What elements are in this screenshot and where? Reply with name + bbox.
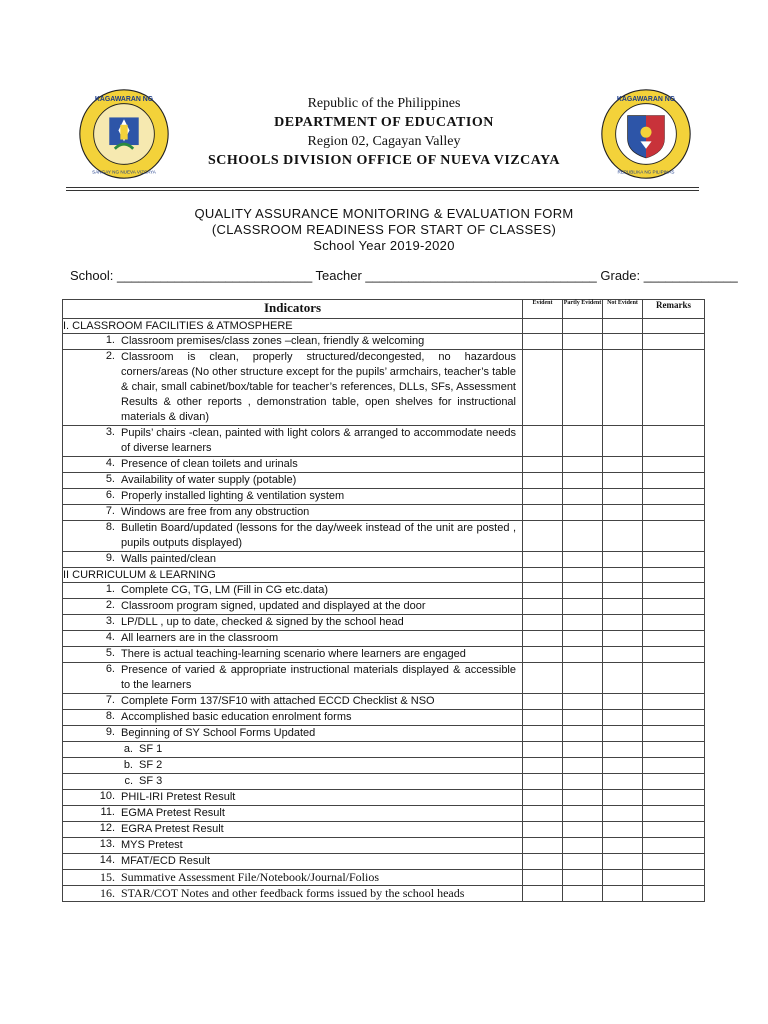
table-row [63,334,705,350]
indicator-cell [63,521,523,552]
indicator-text: MYS Pretest [121,839,183,851]
indicator-number: 12. [99,822,115,834]
cell-partly-evident[interactable] [563,838,603,854]
indicator-number: 6. [105,489,115,501]
cell-evident[interactable] [523,774,563,790]
indicator-text: Complete Form 137/SF10 with attached ECCD Checklist & NSO [121,695,435,707]
table-row [63,489,705,505]
cell-remarks[interactable] [643,521,705,552]
indicator-number: 13. [99,838,115,850]
cell-not-evident[interactable] [603,774,643,790]
table-row [63,350,705,426]
cell-evident[interactable] [523,615,563,631]
indicator-cell [63,583,523,599]
table-row [63,710,705,726]
indicator-number: 7. [105,505,115,517]
cell-remarks[interactable] [643,489,705,505]
svg-text:KAGAWARAN NG: KAGAWARAN NG [616,95,676,103]
cell-evident[interactable] [523,663,563,694]
indicator-text: SF 2 [139,759,163,771]
cell-remarks[interactable] [643,631,705,647]
cell-evident[interactable] [523,886,563,902]
indicator-cell [63,473,523,489]
cell-remarks[interactable] [643,426,705,457]
table-row [63,838,705,854]
cell-not-evident[interactable] [603,663,643,694]
table-row [63,521,705,552]
cell-not-evident[interactable] [603,334,643,350]
cell-evident[interactable] [523,726,563,742]
cell-evident[interactable] [523,426,563,457]
indicator-cell [63,599,523,615]
cell-remarks[interactable] [643,774,705,790]
indicator-number: 5. [105,647,115,659]
table-row [63,599,705,615]
indicator-text: Walls painted/clean [121,553,216,565]
table-row [63,663,705,694]
table-row [63,790,705,806]
indicator-number: 3. [105,426,115,438]
indicator-number: 15. [100,870,115,884]
indicator-cell [63,334,523,350]
indicator-text: Classroom is clean, properly structured/decongested, no hazardous corners/areas (No other structure except for the pupils’ armchairs, teacher’s table & chair, small cabinet/box/table for teacher’s references, DLLs, SFs, Assessment Results & other reports , demonstration table, open shelves for instructional materials & divan) [121,351,516,423]
indicator-text: There is actual teaching-learning scenario where learners are engaged [121,648,466,660]
table-row [63,426,705,457]
table-row [63,631,705,647]
indicator-text: PHIL-IRI Pretest Result [121,791,236,803]
indicator-cell [63,489,523,505]
cell-remarks[interactable] [643,726,705,742]
cell-not-evident[interactable] [603,854,643,870]
cell-partly-evident[interactable] [563,505,603,521]
cell-not-evident[interactable] [603,838,643,854]
cell-evident[interactable] [523,631,563,647]
col-indicators: Indicators [63,300,523,319]
cell-remarks[interactable] [643,615,705,631]
form-title-line-2: (CLASSROOM READINESS FOR START OF CLASSES) [211,222,557,237]
cell-remarks[interactable] [643,568,705,583]
cell-not-evident[interactable] [603,426,643,457]
table-row [63,758,705,774]
cell-evident[interactable] [523,870,563,886]
indicator-number: 7. [105,694,115,706]
cell-evident[interactable] [523,489,563,505]
cell-not-evident[interactable] [603,742,643,758]
indicator-text: Classroom program signed, updated and displayed at the door [121,600,426,612]
indicator-number: 10. [99,790,115,802]
indicator-number: 9. [105,552,115,564]
cell-partly-evident[interactable] [563,663,603,694]
cell-not-evident[interactable] [603,758,643,774]
indicator-text: SF 3 [139,775,163,787]
indicator-number: 11. [100,806,115,818]
cell-evident[interactable] [523,694,563,710]
indicator-cell [63,647,523,663]
cell-evident[interactable] [523,710,563,726]
cell-evident[interactable] [523,854,563,870]
indicator-number: 6. [105,663,115,675]
cell-remarks[interactable] [643,647,705,663]
cell-partly-evident[interactable] [563,615,603,631]
department-line: DEPARTMENT OF EDUCATION [274,115,494,130]
cell-partly-evident[interactable] [563,319,603,334]
table-row [63,583,705,599]
indicator-text: Presence of clean toilets and urinals [121,458,298,470]
cell-evident[interactable] [523,552,563,568]
cell-not-evident[interactable] [603,615,643,631]
indicator-cell [63,726,523,742]
indicator-number: 9. [105,726,115,738]
cell-remarks[interactable] [643,790,705,806]
table-row [63,647,705,663]
indicator-number: 4. [105,631,115,643]
cell-remarks[interactable] [643,552,705,568]
cell-partly-evident[interactable] [563,334,603,350]
indicator-text: Complete CG, TG, LM (Fill in CG etc.data) [121,584,329,596]
cell-remarks[interactable] [643,599,705,615]
indicator-text: EGRA Pretest Result [121,823,224,835]
indicator-text: EGMA Pretest Result [121,807,225,819]
indicator-text: LP/DLL , up to date, checked & signed by the school head [121,616,404,628]
indicator-cell [63,774,523,790]
cell-partly-evident[interactable] [563,457,603,473]
indicator-text: STAR/COT Notes and other feedback forms issued by the school heads [121,886,465,900]
cell-evident[interactable] [523,473,563,489]
indicator-number: b. [123,759,133,771]
table-row [63,615,705,631]
table-row [63,806,705,822]
cell-partly-evident[interactable] [563,521,603,552]
school-year: School Year 2019-2020 [313,238,455,253]
indicator-text: MFAT/ECD Result [121,855,211,867]
indicator-number: 2. [105,350,115,362]
cell-partly-evident[interactable] [563,774,603,790]
indicator-cell [63,694,523,710]
indicator-text: Bulletin Board/updated (lessons for the day/week instead of the unit are posted , pupils outputs displayed) [121,522,516,549]
indicator-number: 4. [105,457,115,469]
col-partly-evident: Partly Evident [563,300,603,319]
indicator-number: 1. [105,583,115,595]
cell-remarks[interactable] [643,758,705,774]
table-row [63,473,705,489]
indicator-number: 14. [99,854,115,866]
cell-not-evident[interactable] [603,489,643,505]
indicator-number: 5. [105,473,115,485]
indicator-cell [63,806,523,822]
form-title-line-1: QUALITY ASSURANCE MONITORING & EVALUATION FORM [194,206,574,221]
indicator-number: 8. [105,710,115,722]
svg-text:REPUBLIKA NG PILIPINAS: REPUBLIKA NG PILIPINAS [617,169,675,175]
cell-partly-evident[interactable] [563,473,603,489]
indicator-text: Summative Assessment File/Notebook/Journal/Folios [121,870,379,884]
cell-partly-evident[interactable] [563,552,603,568]
table-row [63,774,705,790]
cell-remarks[interactable] [643,473,705,489]
indicator-cell [63,663,523,694]
header-divider-2 [66,190,699,191]
cell-remarks[interactable] [643,806,705,822]
table-row [63,742,705,758]
cell-not-evident[interactable] [603,521,643,552]
cell-partly-evident[interactable] [563,568,603,583]
cell-remarks[interactable] [643,663,705,694]
cell-partly-evident[interactable] [563,726,603,742]
cell-remarks[interactable] [643,334,705,350]
cell-remarks[interactable] [643,886,705,902]
col-remarks: Remarks [643,300,705,319]
indicator-cell [63,710,523,726]
cell-evident[interactable] [523,319,563,334]
cell-partly-evident[interactable] [563,806,603,822]
section-heading: I. CLASSROOM FACILITIES & ATMOSPHERE [63,319,523,334]
cell-partly-evident[interactable] [563,489,603,505]
cell-evident[interactable] [523,790,563,806]
table-row [63,822,705,838]
cell-remarks[interactable] [643,854,705,870]
indicator-number: 1. [105,334,115,346]
table-row [63,854,705,870]
cell-not-evident[interactable] [603,473,643,489]
table-row [63,505,705,521]
cell-partly-evident[interactable] [563,742,603,758]
cell-not-evident[interactable] [603,647,643,663]
cell-remarks[interactable] [643,822,705,838]
cell-not-evident[interactable] [603,457,643,473]
cell-not-evident[interactable] [603,886,643,902]
indicator-number: c. [124,775,133,787]
cell-partly-evident[interactable] [563,631,603,647]
cell-not-evident[interactable] [603,583,643,599]
cell-not-evident[interactable] [603,726,643,742]
letterhead [0,95,768,170]
col-not-evident: Not Evident [603,300,643,319]
cell-not-evident[interactable] [603,350,643,426]
indicator-cell [63,870,523,886]
cell-partly-evident[interactable] [563,886,603,902]
indicator-cell [63,742,523,758]
evaluation-table [62,299,705,902]
division-line: SCHOOLS DIVISION OFFICE OF NUEVA VIZCAYA [207,153,561,168]
cell-evident[interactable] [523,599,563,615]
cell-remarks[interactable] [643,870,705,886]
form-title [0,206,768,254]
cell-partly-evident[interactable] [563,710,603,726]
indicator-cell [63,790,523,806]
cell-not-evident[interactable] [603,552,643,568]
cell-evident[interactable] [523,583,563,599]
section-row [63,568,705,583]
cell-partly-evident[interactable] [563,854,603,870]
indicator-number: 16. [100,886,115,900]
cell-remarks[interactable] [643,838,705,854]
cell-not-evident[interactable] [603,790,643,806]
cell-not-evident[interactable] [603,694,643,710]
indicator-cell [63,457,523,473]
svg-text:SANGAY NG NUEVA VIZCAYA: SANGAY NG NUEVA VIZCAYA [92,169,156,175]
cell-evident[interactable] [523,505,563,521]
indicator-cell [63,854,523,870]
indicator-cell [63,822,523,838]
indicator-cell [63,426,523,457]
cell-not-evident[interactable] [603,822,643,838]
indicator-cell [63,505,523,521]
indicator-cell [63,838,523,854]
region-line: Region 02, Cagayan Valley [307,134,461,149]
indicator-cell [63,350,523,426]
cell-not-evident[interactable] [603,870,643,886]
indicator-cell [63,615,523,631]
section-heading: II CURRICULUM & LEARNING [63,568,523,583]
table-row [63,552,705,568]
cell-partly-evident[interactable] [563,822,603,838]
cell-evident[interactable] [523,334,563,350]
cell-evident[interactable] [523,521,563,552]
indicator-text: Beginning of SY School Forms Updated [121,727,316,739]
indicator-cell [63,758,523,774]
cell-remarks[interactable] [643,742,705,758]
cell-remarks[interactable] [643,350,705,426]
indicator-number: 3. [105,615,115,627]
cell-partly-evident[interactable] [563,647,603,663]
indicator-text: Windows are free from any obstruction [121,506,310,518]
svg-text:KAGAWARAN NG: KAGAWARAN NG [94,95,154,103]
cell-not-evident[interactable] [603,710,643,726]
indicator-text: Availability of water supply (potable) [121,474,297,486]
cell-remarks[interactable] [643,583,705,599]
indicator-text: Accomplished basic education enrolment forms [121,711,352,723]
cell-not-evident[interactable] [603,319,643,334]
indicator-cell [63,552,523,568]
cell-evident[interactable] [523,350,563,426]
cell-remarks[interactable] [643,457,705,473]
cell-remarks[interactable] [643,319,705,334]
cell-partly-evident[interactable] [563,426,603,457]
section-row [63,319,705,334]
cell-partly-evident[interactable] [563,350,603,426]
cell-evident[interactable] [523,758,563,774]
cell-not-evident[interactable] [603,505,643,521]
cell-remarks[interactable] [643,505,705,521]
cell-evident[interactable] [523,742,563,758]
cell-partly-evident[interactable] [563,583,603,599]
indicator-text: Classroom premises/class zones –clean, friendly & welcoming [121,335,425,347]
cell-evident[interactable] [523,806,563,822]
cell-evident[interactable] [523,822,563,838]
cell-partly-evident[interactable] [563,870,603,886]
indicator-text: SF 1 [139,743,163,755]
republic-line: Republic of the Philippines [307,96,461,111]
cell-evident[interactable] [523,568,563,583]
table-row [63,457,705,473]
cell-not-evident[interactable] [603,568,643,583]
school-teacher-grade-line[interactable]: School: ___________________________ Teacher ________________________________ Grade: _____________ [70,268,738,283]
cell-evident[interactable] [523,647,563,663]
indicator-number: 2. [105,599,115,611]
table-row [63,726,705,742]
cell-evident[interactable] [523,457,563,473]
table-row [63,886,705,902]
indicator-text: All learners are in the classroom [121,632,279,644]
cell-remarks[interactable] [643,694,705,710]
indicator-text: Pupils’ chairs -clean, painted with light colors & arranged to accommodate needs of diverse learners [121,427,516,454]
cell-not-evident[interactable] [603,806,643,822]
cell-evident[interactable] [523,838,563,854]
cell-partly-evident[interactable] [563,694,603,710]
cell-partly-evident[interactable] [563,599,603,615]
indicator-cell [63,631,523,647]
indicator-text: Presence of varied & appropriate instructional materials displayed & accessible to the learners [121,664,516,691]
cell-not-evident[interactable] [603,599,643,615]
table-row [63,694,705,710]
table-row [63,870,705,886]
cell-not-evident[interactable] [603,631,643,647]
cell-remarks[interactable] [643,710,705,726]
indicator-number: 8. [105,521,115,533]
cell-partly-evident[interactable] [563,790,603,806]
col-evident: Evident [523,300,563,319]
indicator-cell [63,886,523,902]
indicator-number: a. [123,743,133,755]
cell-partly-evident[interactable] [563,758,603,774]
indicator-text: Properly installed lighting & ventilation system [121,490,345,502]
header-divider [66,187,699,188]
